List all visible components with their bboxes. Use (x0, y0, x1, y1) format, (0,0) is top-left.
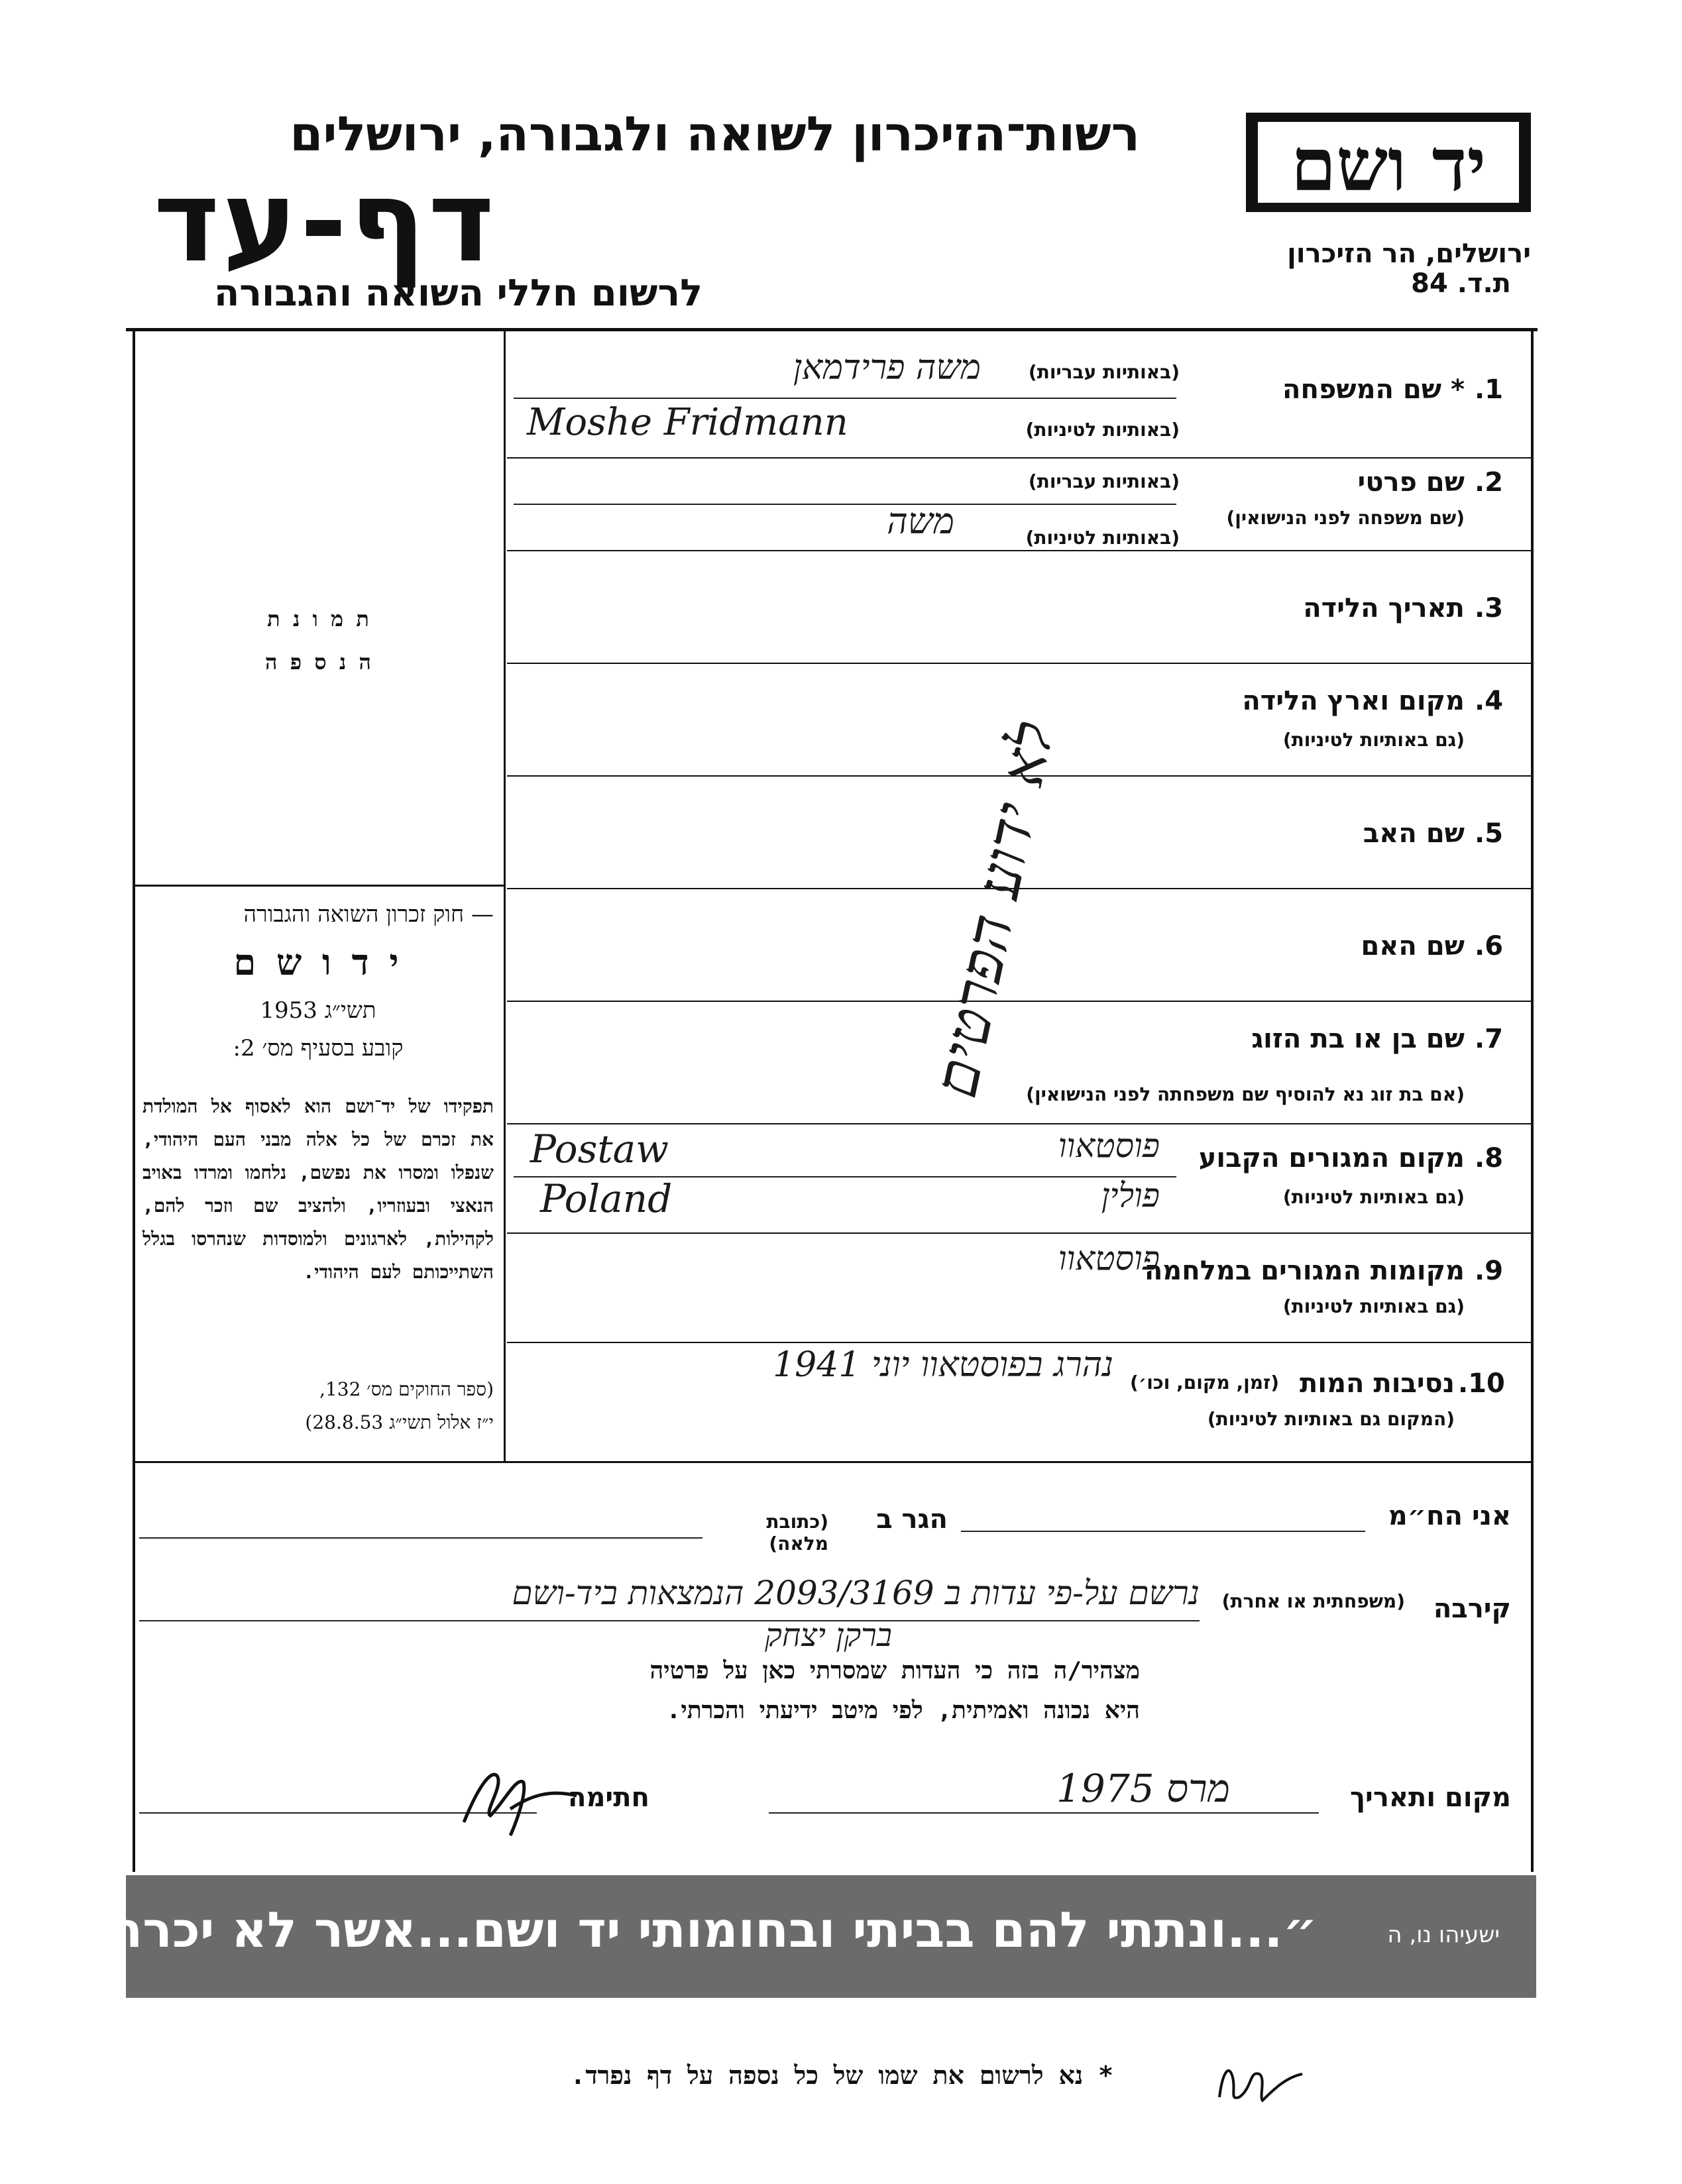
field-1-label-text: שם המשפחה (1282, 374, 1442, 405)
form-top-border (126, 328, 1538, 331)
law-name: י ד ו ש ם (233, 941, 403, 983)
field-5-number: .5 (1475, 818, 1504, 849)
declaration-relation-value2: ברקן יצחק (765, 1617, 892, 1654)
row-divider (507, 457, 1531, 459)
field-1-number: .1 (1475, 374, 1504, 405)
place-date-label: מקום ותאריך (1349, 1782, 1511, 1813)
field-7-label: שם בן או בת הזוג (1251, 1024, 1465, 1054)
field-8-label: מקום המגורים הקבוע (1198, 1143, 1465, 1174)
form-section-divider (133, 1461, 1531, 1463)
field-10-value: נהרג בפוסטאוו יוני 1941 (773, 1345, 1113, 1385)
field-1-value-hebrew: משה פרידמאן (793, 348, 981, 388)
field-9-value: פוסטאוו (1058, 1239, 1160, 1278)
address-line2: ת.ד. 84 (1411, 268, 1511, 299)
footer-note: * נא לרשום את שמו של כל נספה על דף נפרד. (570, 2061, 1113, 2090)
field-10-hint: (זמן, מקום, וכו׳) (1130, 1372, 1279, 1393)
declaration-statement1: מצהיר/ה בזה כי העדות שמסרתי כאן על פרטיה (649, 1657, 1140, 1684)
field-1-hint-hebrew: (באותיות עבריות) (1028, 361, 1180, 383)
place-date-value: מרס 1975 (1056, 1766, 1230, 1811)
logo (1246, 113, 1531, 212)
field-8-sub: (גם באותיות לטיניות) (1282, 1186, 1465, 1208)
row-divider (507, 1232, 1531, 1234)
declaration-i-label: אני הח״מ (1388, 1501, 1511, 1531)
field-8-value2-latin: Poland (540, 1176, 673, 1221)
declaration-statement2: היא נכונה ואמיתית, לפי מיטב ידיעתי והכרתי. (666, 1697, 1140, 1724)
row-divider (507, 550, 1531, 551)
field-8-number: .8 (1475, 1143, 1504, 1174)
field-2-hint-latin: (באותיות לטיניות) (1025, 527, 1180, 549)
declaration-relation-value: נרשם על-פי עדות ב 2093/3169 הנמצאות ביד-ושם (512, 1574, 1200, 1612)
field-8-value2-hebrew: פולין (1101, 1176, 1160, 1215)
field-4-sub: (גם באותיות לטיניות) (1282, 729, 1465, 751)
signature-label: חתימה (567, 1782, 649, 1813)
field-8-value1-latin: Postaw (530, 1126, 669, 1172)
field-7-number: .7 (1475, 1024, 1504, 1054)
field-6-label: שם האם (1361, 931, 1465, 961)
signature-mark (451, 1749, 583, 1842)
field-3-number: .3 (1475, 593, 1504, 624)
field-4-number: .4 (1475, 686, 1504, 716)
declaration-relation-label: קירבה (1433, 1594, 1511, 1624)
declaration-address-hint: (כתובת מלאה) (766, 1511, 828, 1555)
form-left-border (133, 328, 135, 1872)
field-9-sub: (גם באותיות לטיניות) (1282, 1295, 1465, 1317)
banner-source: ישעיהו נו, ה (1387, 1922, 1500, 1948)
field-9-number: .9 (1475, 1256, 1504, 1286)
write-line-place-date (769, 1812, 1319, 1814)
field-5-label: שם האב (1363, 818, 1465, 849)
row-divider (507, 1342, 1531, 1343)
field-1-mark: * (1451, 374, 1465, 405)
photo-label-line2: ה נ ס פ ה (265, 649, 371, 675)
photo-label-line1: ת מ ו נ ת (267, 606, 369, 631)
law-ref2: י״ז אלול תשי״ג 28.8.53) (305, 1411, 494, 1433)
field-2-hint-hebrew: (באותיות עבריות) (1028, 470, 1180, 492)
address-line1: ירושלים, הר הזיכרון (1287, 239, 1531, 269)
law-clause: קובע בסעיף מס׳ 2: (233, 1035, 404, 1062)
page-subtitle: לרשום חללי השואה והגבורה (213, 272, 702, 315)
write-line-relation (139, 1620, 1200, 1621)
field-3-label: תאריך הלידה (1303, 593, 1465, 624)
field-6-number: .6 (1475, 931, 1504, 961)
field-2-number: .2 (1475, 467, 1504, 498)
law-body: תפקידו של יד־ושם הוא לאסוף אל המולדת את זכרם של כל אלה מבני העם היהודי, שנפלו ומסרו את נפשם, נלחמו ומרדו באויב הנאצי ובעוזריו, ולהציב שם וזכר להם, לקהילות, לארגונים ולמוסדות שנהרסו בגלל השתייכותם לעם היהודי. (142, 1095, 494, 1283)
form-right-border (1531, 328, 1534, 1872)
field-10-sub: (המקום גם באותיות לטיניות) (1207, 1408, 1455, 1430)
field-7-sub: (אם בת זוג נא להוסיף שם משפחתה לפני הנישואין) (1026, 1083, 1465, 1105)
field-2-value: משה (887, 500, 954, 542)
write-line-address (139, 1537, 702, 1539)
write-line-name (961, 1531, 1365, 1532)
field-2-sub: (שם משפחה לפני הנישואין) (1226, 507, 1465, 529)
field-10-number: .10 (1458, 1368, 1505, 1399)
field-1-value-latin: Moshe Fridmann (527, 401, 848, 444)
law-year: תשי״ג 1953 (260, 997, 376, 1024)
field-4-label: מקום וארץ הלידה (1242, 686, 1465, 716)
law-heading: — חוק זכרון השואה והגבורה (243, 901, 494, 928)
row-divider (507, 1123, 1531, 1124)
column-divider (504, 328, 506, 1461)
declaration-relation-hint: (משפחתית או אחרת) (1221, 1590, 1405, 1612)
authority-name: רשות־הזיכרון לשואה ולגבורה, ירושלים (290, 106, 1140, 162)
declaration-resident-label: הגר ב (876, 1504, 948, 1535)
write-line (514, 398, 1176, 399)
row-divider (507, 1001, 1531, 1002)
diagonal-note: לא ידוע הפרטים (920, 716, 1068, 1103)
logo-text: יד ושם (1258, 122, 1519, 203)
field-9-label: מקומות המגורים במלחמה (1144, 1256, 1465, 1286)
field-10-label: נסיבות המות (1300, 1368, 1455, 1399)
banner-quote: ״...ונתתי להם בביתי ובחומותי יד ושם...אשר לא יכרת״ (74, 1902, 1318, 1959)
field-8-value1-hebrew: פוסטאוו (1058, 1126, 1160, 1165)
field-1-hint-latin: (באותיות לטיניות) (1025, 419, 1180, 441)
field-1-label (1226, 374, 1465, 405)
footer-initials (1213, 2051, 1306, 2110)
field-2-label: שם פרטי (1357, 467, 1465, 498)
law-ref1: (ספר החוקים מס׳ 132, (319, 1378, 494, 1400)
page-title: דף-עד (153, 156, 497, 288)
quote-banner (74, 1875, 1536, 1998)
photo-box-divider (133, 885, 504, 887)
